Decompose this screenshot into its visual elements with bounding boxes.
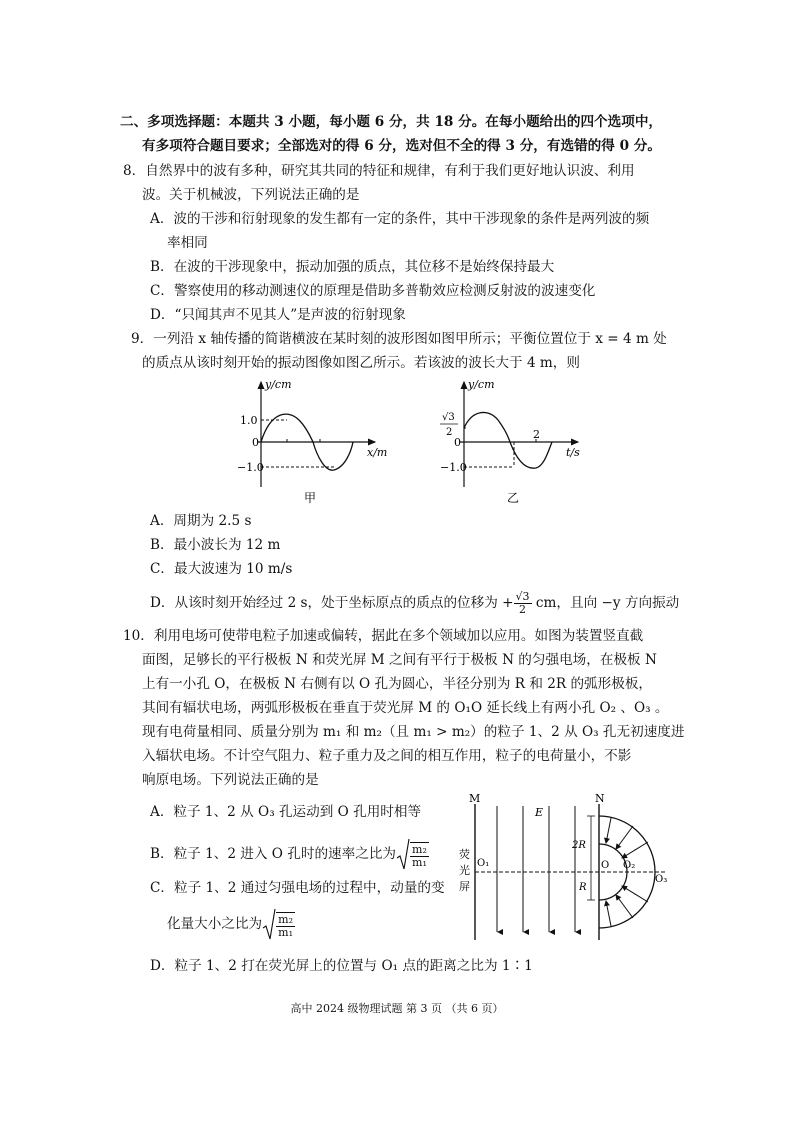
section-header-line2: 有多项符合题目要求；全部选对的得 6 分，选对但不全的得 3 分，有选错的得 0 分。 (142, 138, 661, 154)
graph-yi-caption: 乙 (507, 491, 520, 505)
q8-option-b: B．在波的干涉现象中，振动加强的质点，其位移不是始终保持最大 (150, 259, 555, 275)
ratio-numerator: m₂ (412, 842, 427, 856)
q8-option-d: D．“只闻其声不见其人”是声波的衍射现象 (150, 307, 406, 323)
q8-option-a-line1: A．波的干涉和衍射现象的发生都有一定的条件，其中干涉现象的条件是两列波的频 (150, 211, 650, 227)
q9-stem-line1: 9．一列沿 x 轴传播的简谐横波在某时刻的波形图如图甲所示；平衡位置位于 x = 4 m 处 (131, 331, 667, 347)
q9-option-c: C．最大波速为 10 m/s (150, 561, 293, 577)
graph-yi-origin: 0 (454, 436, 461, 449)
q8-option-c: C．警察使用的移动测速仪的原理是借助多普勒效应检测反射波的波速变化 (150, 283, 596, 299)
graph-jia-origin: 0 (252, 436, 259, 449)
q10-option-b-text: B．粒子 1、2 进入 O 孔时的速率之比为 (150, 846, 397, 862)
graph-jia-tick-pos: 1.0 (240, 414, 258, 427)
q10-option-b (150, 836, 429, 872)
label-2r: 2R (572, 840, 586, 851)
q10-stem-line3: 上有一小孔 O，在极板 N 右侧有以 O 孔为圆心，半径分别为 R 和 2R 的弧形极板， (142, 676, 653, 692)
graph-jia-xlabel: x/m (367, 446, 388, 459)
label-screen-1: 荧 (459, 848, 470, 861)
label-screen-3: 屏 (459, 880, 470, 893)
q10-stem-line5: 现有电荷量相同、质量分别为 m₁ 和 m₂（且 m₁ > m₂）的粒子 1、2 从 O₃ 孔无初速度进 (142, 724, 685, 740)
graph-yi-tick-2: 2 (533, 428, 540, 441)
page-footer: 高中 2024 级物理试题 第 3 页 （共 6 页） (290, 1002, 504, 1015)
q8-option-a-line2: 率相同 (167, 235, 208, 251)
label-e: E (535, 806, 544, 819)
label-o1: O₁ (477, 858, 490, 869)
fraction-numerator: √3 (515, 590, 530, 603)
sqrt-ratio (262, 907, 295, 943)
label-n: N (595, 792, 605, 805)
q10-option-c-text: 化量大小之比为 (167, 916, 263, 932)
q10-stem-line2: 面图，足够长的平行极板 N 和荧光屏 M 之间有平行于极板 N 的匀强电场，在极板 N (142, 652, 657, 668)
ratio-denominator: m₁ (412, 855, 427, 869)
q10-stem-line6: 入辐状电场。不计空气阻力、粒子重力及之间的相互作用，粒子的电荷量小，不影 (142, 748, 632, 764)
q10-stem-line1: 10．利用电场可使带电粒子加速或偏转，据此在多个领域加以应用。如图为装置竖直截 (123, 628, 644, 644)
label-m: M (469, 792, 481, 805)
graph-yi-tick-frac-den: 2 (446, 427, 453, 438)
q10-stem-line7: 响原电场。下列说法正确的是 (142, 772, 319, 788)
graph-yi-tick-neg: −1.0 (440, 461, 467, 474)
label-o: O (601, 860, 610, 871)
radical-sign (396, 838, 410, 872)
q9-option-d-post: cm，且向 −y 方向振动 (531, 595, 680, 611)
sqrt-ratio (396, 837, 429, 873)
graph-jia-tick-neg: −1.0 (237, 461, 264, 474)
q10-option-d: D．粒子 1、2 打在荧光屏上的位置与 O₁ 点的距离之比为 1∶1 (150, 958, 533, 974)
ratio-denominator: m₁ (278, 925, 293, 939)
field-apparatus-diagram (455, 792, 695, 944)
q8-stem-line1: 8．自然界中的波有多种，研究其共同的特征和规律，有利于我们更好地认识波、利用 (123, 163, 635, 179)
graph-yi-xlabel: t/s (566, 446, 580, 459)
section-header-line1: 二、多项选择题：本题共 3 小题，每小题 6 分，共 18 分。在每小题给出的四个选项中， (120, 114, 663, 130)
radical-sign (262, 908, 276, 942)
q9-stem-line2: 的质点从该时刻开始的振动图像如图乙所示。若该波的波长大于 4 m，则 (142, 355, 580, 371)
q9-option-d (150, 588, 679, 618)
label-o3: O₃ (655, 874, 668, 885)
q9-option-d-pre: D．从该时刻开始经过 2 s，处于坐标原点的质点的位移为 + (150, 595, 514, 611)
q10-stem-line4: 其间有辐状电场，两弧形极板在垂直于荧光屏 M 的 O₁O 延长线上有两小孔 O₂ 、O₃ 。 (142, 700, 669, 716)
ratio-numerator: m₂ (278, 912, 293, 926)
fraction-denominator: 2 (519, 603, 527, 616)
q9-option-b: B．最小波长为 12 m (150, 537, 281, 553)
q10-option-c-line2 (167, 906, 295, 942)
graph-jia-caption: 甲 (304, 491, 317, 505)
graph-jia-ylabel: y/cm (265, 378, 292, 391)
label-o2: O₂ (623, 860, 636, 871)
wave-graph-jia (235, 372, 395, 512)
q10-option-a: A．粒子 1、2 从 O₃ 孔运动到 O 孔用时相等 (150, 804, 422, 820)
graph-yi-tick-frac-num: √3 (442, 412, 455, 423)
q9-option-a: A．周期为 2.5 s (150, 513, 252, 529)
q9-option-d-fraction (514, 591, 532, 616)
graph-yi-ylabel: y/cm (468, 378, 495, 391)
vibration-graph-yi (432, 372, 592, 512)
label-r: R (579, 882, 587, 893)
q8-stem-line2: 波。关于机械波，下列说法正确的是 (142, 187, 360, 203)
label-screen-2: 光 (459, 864, 470, 877)
q10-option-c-line1: C．粒子 1、2 通过匀强电场的过程中，动量的变 (150, 880, 445, 896)
